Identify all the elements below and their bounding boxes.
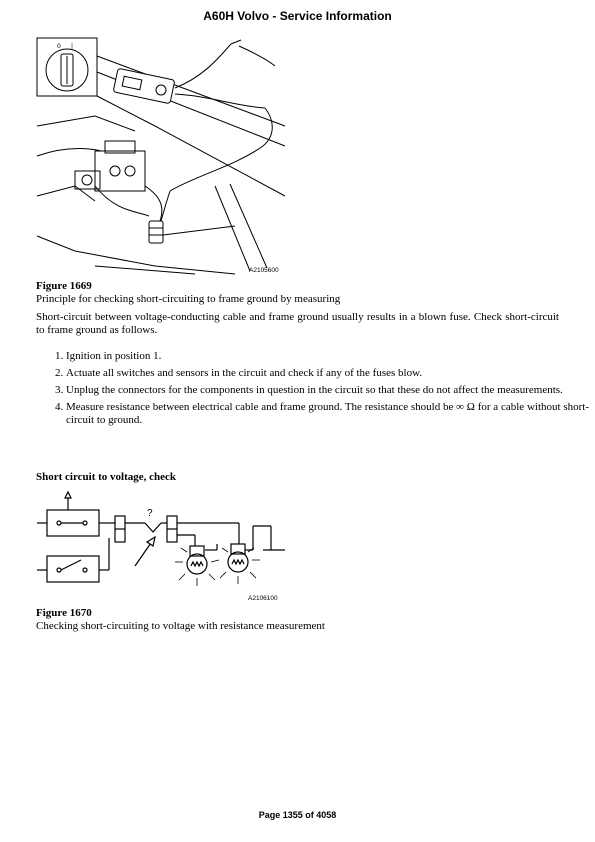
- page-footer: Page 1355 of 4058: [258, 810, 337, 820]
- step-item: 3. Unplug the connectors for the components in question in the circuit so that these do not affect the measurements.: [66, 384, 589, 397]
- figure-1669-caption-title: Figure 1669: [36, 280, 92, 292]
- intro-paragraph: Short-circuit between voltage-conducting cable and frame ground usually results in a blown fuse. Check short-circuit to frame ground as follows.: [36, 311, 559, 336]
- step-item: 2. Actuate all switches and sensors in the circuit and check if any of the fuses blow.: [66, 367, 589, 380]
- figure-1670-schematic: [35, 490, 290, 603]
- figure-1669-caption-text: Principle for checking short-circuiting to frame ground by measuring: [36, 293, 341, 305]
- step-item: 1. Ignition in position 1.: [66, 350, 589, 363]
- page-header-title: A60H Volvo - Service Information: [203, 9, 392, 23]
- question-mark-label: ?: [147, 508, 153, 519]
- figure-1669-illustration: [35, 36, 288, 276]
- figure-1670-caption-title: Figure 1670: [36, 607, 92, 619]
- svg-text:0: 0: [57, 43, 61, 50]
- svg-text:|: |: [71, 43, 74, 50]
- figure-1670-code: A2106100: [248, 595, 278, 602]
- step-item: 4. Measure resistance between electrical cable and frame ground. The resistance should be ∞ Ω for a cable without short-circuit to ground.: [66, 401, 589, 427]
- section-heading: Short circuit to voltage, check: [36, 471, 177, 483]
- figure-1670-caption-text: Checking short-circuiting to voltage with resistance measurement: [36, 620, 325, 632]
- figure-1669-code: A2105600: [249, 267, 279, 274]
- procedure-steps: [36, 350, 589, 431]
